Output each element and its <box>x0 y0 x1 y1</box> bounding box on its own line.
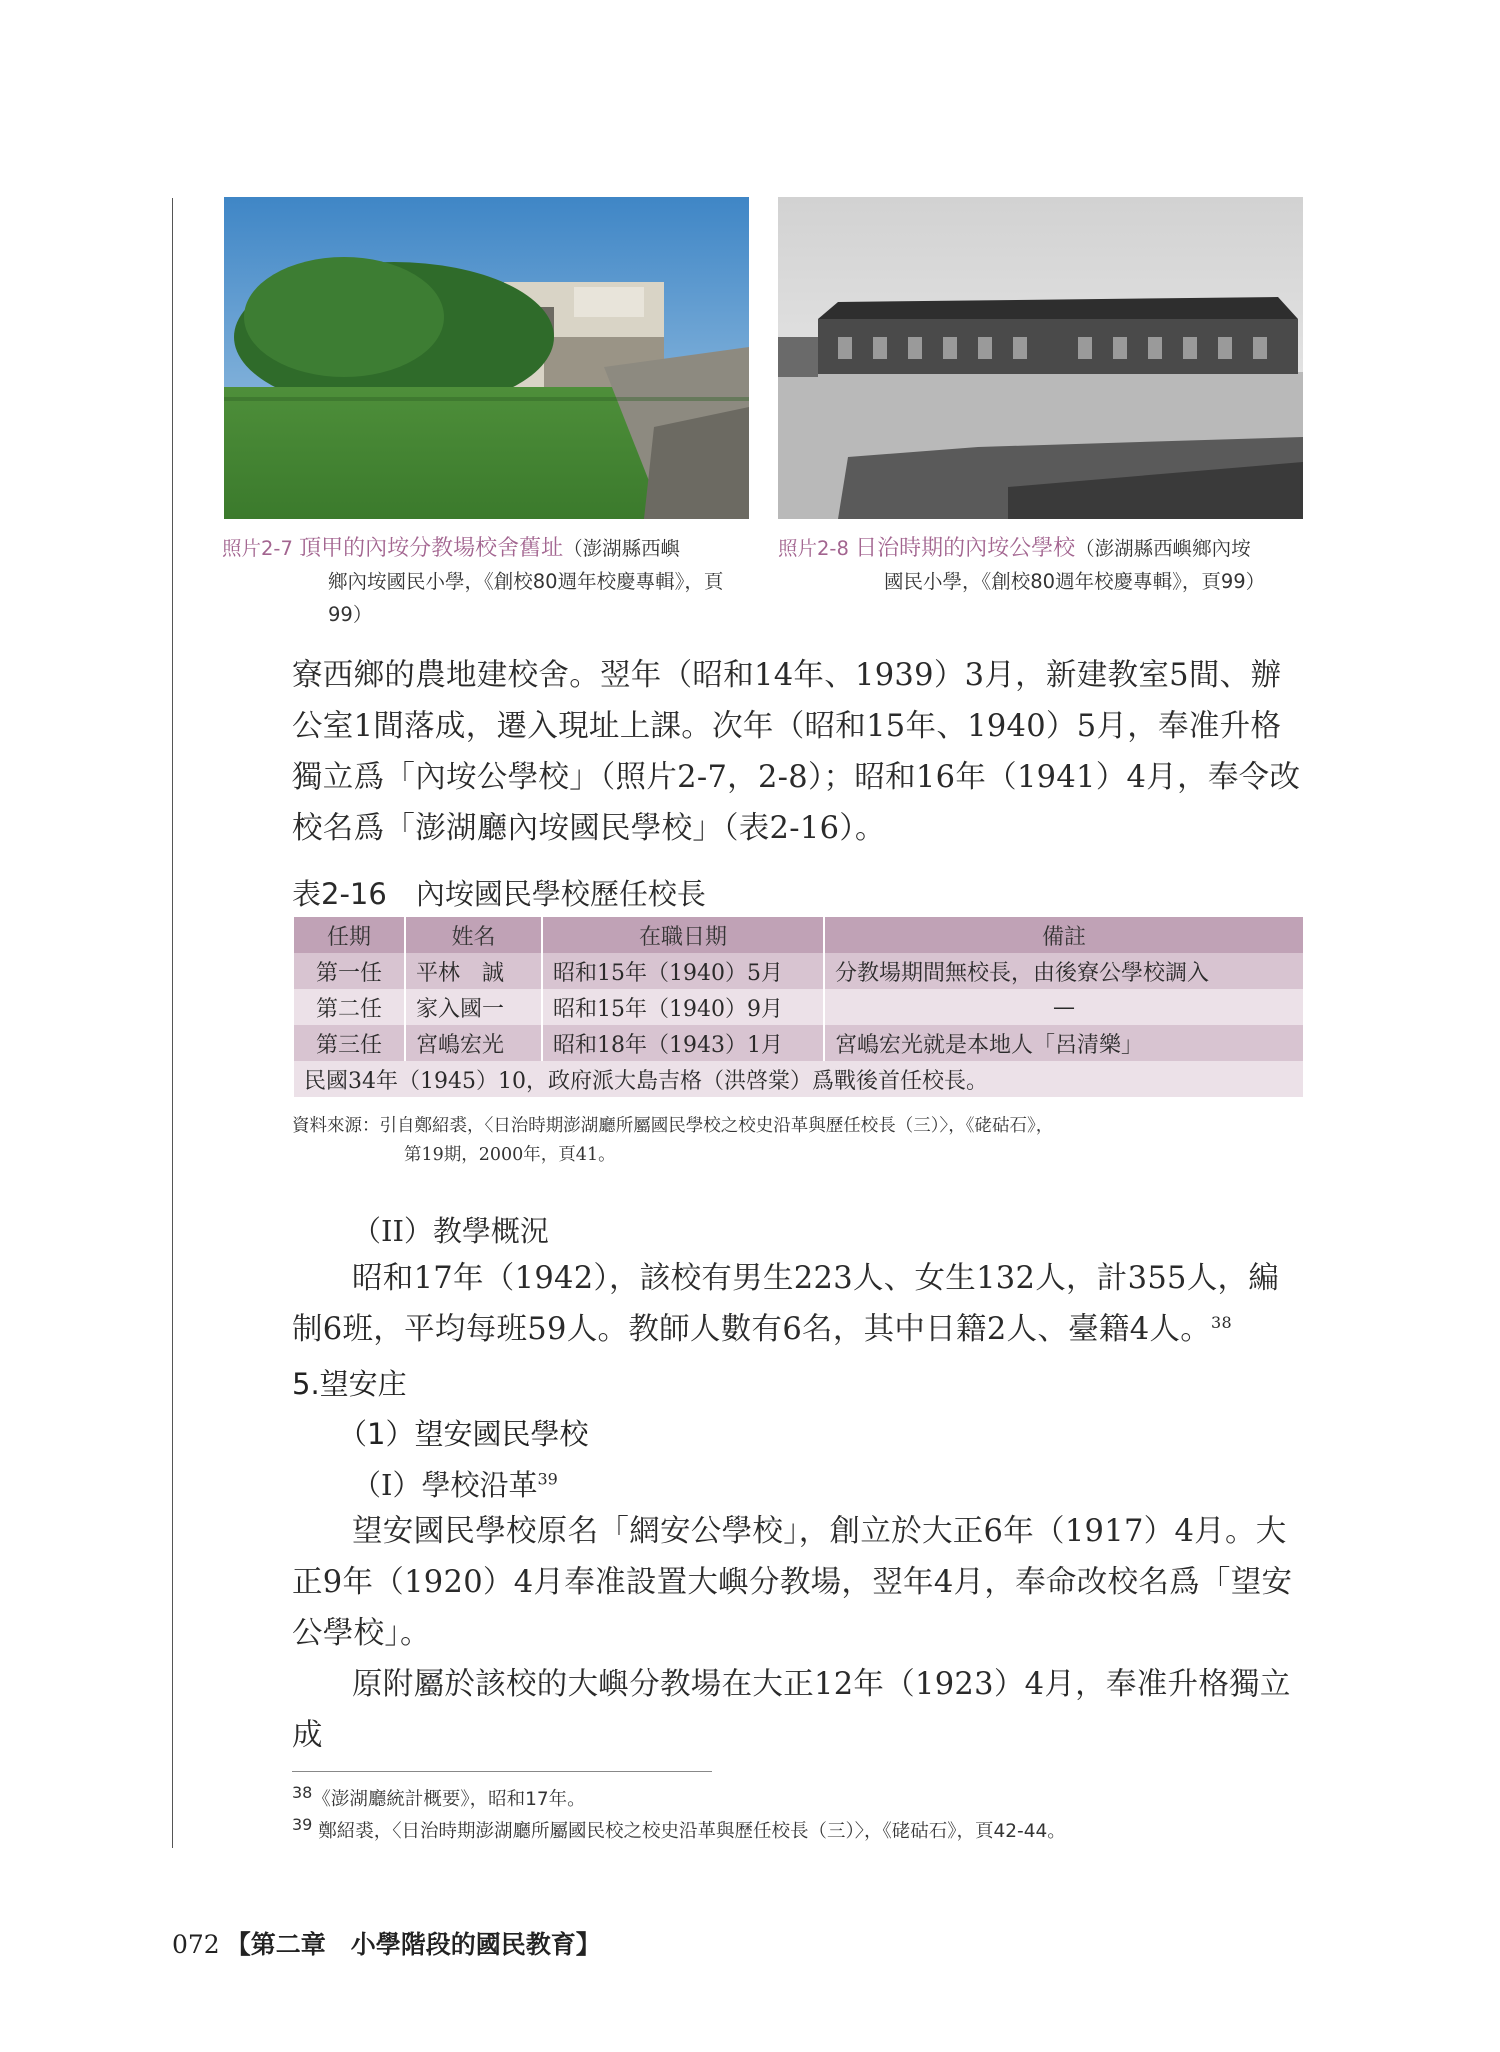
table-title: 表2-16 內垵國民學校歷任校長 <box>292 877 706 911</box>
caption-title: 日治時期的內垵公學校 <box>855 536 1076 561</box>
table-cell: 分教場期間無校長，由後寮公學校調入 <box>824 953 1303 989</box>
table-cell: 平林 誠 <box>405 953 542 989</box>
table-cell: 家入國一 <box>405 989 542 1025</box>
table-cell: 第三任 <box>293 1025 405 1061</box>
caption-label: 照片2-8 <box>778 537 849 560</box>
table-row <box>293 989 1303 1025</box>
table-cell: 昭和15年（1940）5月 <box>542 953 824 989</box>
footnote-text: 鄭紹裘，〈日治時期澎湖廳所屬國民校之校史沿革與歷任校長（三）〉，《硓𥑮石》，頁42-44。 <box>318 1821 1066 1842</box>
table-header: 任期 <box>293 917 405 953</box>
table-source <box>292 1112 1303 1170</box>
table-cell: 昭和18年（1943）1月 <box>542 1025 824 1061</box>
photo-neian-public-school <box>778 197 1303 519</box>
footnote-ref: 38 <box>1211 1312 1232 1332</box>
intro-paragraph: 寮西鄉的農地建校舍。翌年（昭和14年、1939）3月，新建教室5間、辦公室1間落成，遷入現址上課。次年（昭和15年、1940）5月，奉准升格獨立爲「內垵公學校」（照片2-7，2-8）；昭和16年（1941）4月，奉令改校名爲「澎湖廳內垵國民學校」（表2-16）。 <box>292 658 1301 846</box>
photo-caption-2-7 <box>222 532 752 631</box>
teaching-text: 昭和17年（1942），該校有男生223人、女生132人，計355人，編制6班，平均每班59人。教師人數有6名，其中日籍2人、臺籍4人。 <box>292 1261 1280 1347</box>
footnote-number: 39 <box>292 1814 313 1834</box>
table-cell: 昭和15年（1940）9月 <box>542 989 824 1025</box>
wangan-paragraph-2: 原附屬於該校的大嶼分教場在大正12年（1923）4月，奉准升格獨立成 <box>292 1667 1291 1753</box>
caption-note-line: 99） <box>328 603 373 626</box>
footnote-39 <box>292 1814 1066 1845</box>
table-source-line: 資料來源：引自鄭紹裘，〈日治時期澎湖廳所屬國民學校之校史沿革與歷任校長（三）〉，《硓𥑮石》， <box>292 1116 1054 1136</box>
table-header: 在職日期 <box>542 917 824 953</box>
photo-caption-2-8 <box>778 532 1303 598</box>
table-footer-cell: 民國34年（1945）10，政府派大島吉格（洪啓棠）爲戰後首任校長。 <box>293 1061 1303 1097</box>
page-number: 072 <box>172 1930 220 1959</box>
caption-note: （澎湖縣西嶼鄉內垵 <box>1075 537 1251 560</box>
table-cell: 宮嶋宏光 <box>405 1025 542 1061</box>
table-header-row <box>293 917 1303 953</box>
principals-table <box>292 917 1303 1097</box>
footnote-text: 《澎湖廳統計概要》，昭和17年。 <box>312 1789 586 1810</box>
table-row <box>293 953 1303 989</box>
table-row <box>293 1025 1303 1061</box>
subsection-heading-wangan-school: （1）望安國民學校 <box>338 1417 589 1451</box>
caption-note: （澎湖縣西嶼 <box>563 537 681 560</box>
photo-old-school-site <box>224 197 749 519</box>
table-cell: 第二任 <box>293 989 405 1025</box>
footnote-rule <box>292 1771 712 1772</box>
table-footer-row <box>293 1061 1303 1097</box>
table-header: 備註 <box>824 917 1303 953</box>
table-source-line: 第19期，2000年，頁41。 <box>404 1145 616 1165</box>
caption-note-line: 鄉內垵國民小學，《創校80週年校慶專輯》，頁 <box>328 570 724 593</box>
chapter-title: 【第二章 小學階段的國民教育】 <box>225 1930 601 1959</box>
page-footer <box>172 1925 601 1961</box>
section-heading-wangan: 5.望安庄 <box>292 1367 407 1401</box>
caption-note-line: 國民小學，《創校80週年校慶專輯》，頁99） <box>884 570 1266 593</box>
table-cell: 第一任 <box>293 953 405 989</box>
wangan-paragraph-1: 望安國民學校原名「網安公學校」，創立於大正6年（1917）4月。大正9年（1920）4月奉准設置大嶼分教場，翌年4月，奉命改校名爲「望安公學校」。 <box>292 1514 1293 1651</box>
table-cell: 宮嶋宏光就是本地人「呂清樂」 <box>824 1025 1303 1061</box>
footnote-ref: 39 <box>537 1469 558 1489</box>
caption-label: 照片2-7 <box>222 537 293 560</box>
caption-title: 頂甲的內垵分教場校舍舊址 <box>299 536 564 561</box>
footnote-number: 38 <box>292 1782 313 1802</box>
margin-rule <box>172 198 173 1848</box>
teaching-paragraph <box>292 1253 1306 1355</box>
subsection-heading-history <box>352 1463 558 1504</box>
table-cell: — <box>824 989 1303 1025</box>
history-heading-text: （I）學校沿革 <box>352 1468 538 1502</box>
table-header: 姓名 <box>405 917 542 953</box>
footnote-38 <box>292 1782 586 1813</box>
section-heading-teaching: （II）教學概況 <box>352 1214 549 1248</box>
